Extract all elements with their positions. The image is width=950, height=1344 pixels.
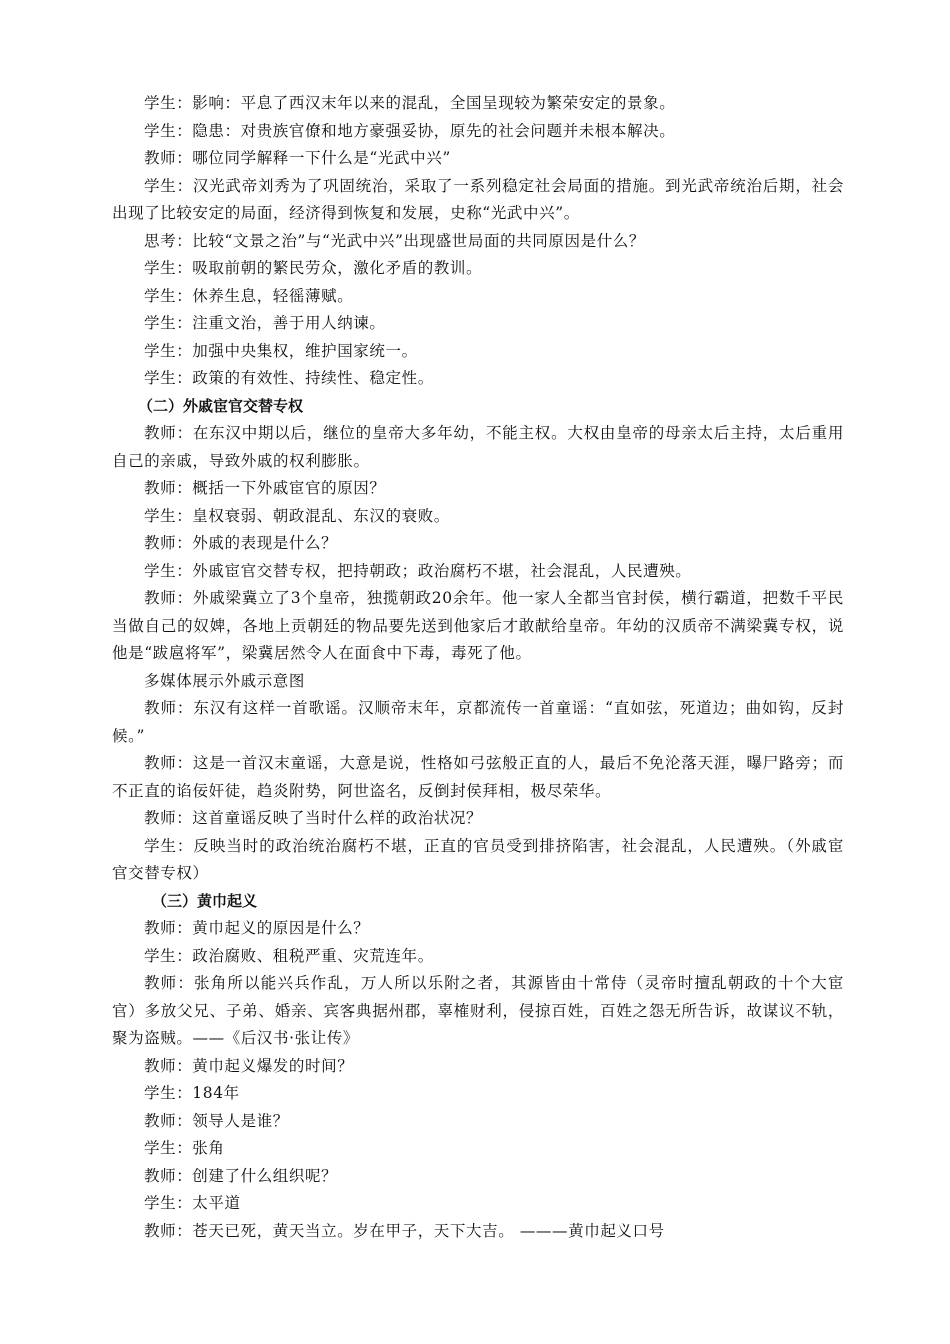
paragraph: 学生：隐患：对贵族官僚和地方豪强妥协，原先的社会问题并未根本解决。 xyxy=(144,121,676,140)
paragraph: 学生：太平道 xyxy=(144,1194,241,1212)
paragraph: 教师：创建了什么组织呢？ xyxy=(144,1166,338,1185)
paragraph: 教师：在东汉中期以后，继位的皇帝大多年幼，不能主权。大权由皇帝的母亲太后主持，太后重用自己的亲戚，导致外戚的权利膨胀。 xyxy=(112,424,844,470)
paragraph: 学生：注重文治，善于用人纳谏。 xyxy=(144,314,386,332)
paragraph: 教师：概括一下外戚宦官的原因？ xyxy=(144,479,386,497)
paragraph: 学生：反映当时的政治统治腐朽不堪，正直的官员受到排挤陷害，社会混乱，人民遭殃。（外戚宦官交替专权） xyxy=(112,836,844,882)
paragraph: 学生：影响：平息了西汉末年以来的混乱，全国呈现较为繁荣安定的景象。 xyxy=(144,94,676,112)
paragraph: 教师：东汉有这样一首歌谣。汉顺帝末年，京都流传一首童谣：“直如弦，死道边；曲如钩，反封候。” xyxy=(112,699,844,745)
paragraph: 教师：这是一首汉末童谣，大意是说，性格如弓弦般正直的人，最后不免沦落天涯，曝尸路旁；而不正直的谄佞奸徒，趋炎附势，阿世盗名，反倒封侯拜相，极尽荣华。 xyxy=(112,754,844,800)
paragraph: 教师：张角所以能兴兵作乱，万人所以乐附之者，其源皆由十常侍（灵帝时擅乱朝政的十个大宦官）多放父兄、子弟、婚亲、宾客典据州郡，辜榷财利，侵掠百姓，百姓之怨无所告诉，故谋议不轨，聚为盗贼。——《后汉书·张让传》 xyxy=(112,974,844,1047)
paragraph: 学生：张角 xyxy=(144,1139,225,1157)
paragraph: 学生：加强中央集权，维护国家统一。 xyxy=(144,341,418,360)
paragraph: 教师：这首童谣反映了当时什么样的政治状况？ xyxy=(144,809,483,827)
paragraph: 学生：184年 xyxy=(144,1084,240,1102)
paragraph: 教师：外戚梁冀立了3个皇帝，独揽朝政20余年。他一家人全都当官封侯，横行霸道，把数千平民当做自己的奴婢，各地上贡朝廷的物品要先送到他家后才敢献给皇帝。年幼的汉质帝不满梁冀专权，说他是“跋扈将军”，梁冀居然令人在面食中下毒，毒死了他。 xyxy=(112,589,844,662)
paragraph: 学生：汉光武帝刘秀为了巩固统治，采取了一系列稳定社会局面的措施。到光武帝统治后期，社会出现了比较安定的局面，经济得到恢复和发展，史称“光武中兴”。 xyxy=(112,176,844,222)
document-body xyxy=(112,90,844,1245)
paragraph: 学生：皇权衰弱、朝政混乱、东汉的衰败。 xyxy=(144,506,450,525)
paragraph: 学生：外戚宦官交替专权，把持朝政；政治腐朽不堪，社会混乱，人民遭殃。 xyxy=(144,561,692,580)
section-heading: （二）外戚宦官交替专权 xyxy=(138,396,304,415)
paragraph: 多媒体展示外戚示意图 xyxy=(144,671,306,690)
paragraph: 教师：外戚的表现是什么？ xyxy=(144,534,338,552)
paragraph: 思考：比较“文景之治”与“光武中兴”出现盛世局面的共同原因是什么？ xyxy=(144,231,645,250)
paragraph: 教师：哪位同学解释一下什么是“光武中兴” xyxy=(144,149,451,167)
paragraph: 学生：吸取前朝的繁民劳众，激化矛盾的教训。 xyxy=(144,259,483,277)
section-heading: （三）黄巾起义 xyxy=(152,891,258,910)
paragraph: 学生：政策的有效性、持续性、稳定性。 xyxy=(144,369,434,387)
paragraph: 教师：黄巾起义的原因是什么？ xyxy=(144,919,370,937)
paragraph: 教师：苍天已死，黄天当立。岁在甲子，天下大吉。 ———黄巾起义口号 xyxy=(144,1221,665,1240)
paragraph: 学生：政治腐败、租税严重、灾荒连年。 xyxy=(144,946,434,965)
paragraph: 学生：休养生息，轻徭薄赋。 xyxy=(144,286,354,305)
paragraph: 教师：领导人是谁？ xyxy=(144,1111,289,1130)
paragraph: 教师：黄巾起义爆发的时间？ xyxy=(144,1056,354,1075)
